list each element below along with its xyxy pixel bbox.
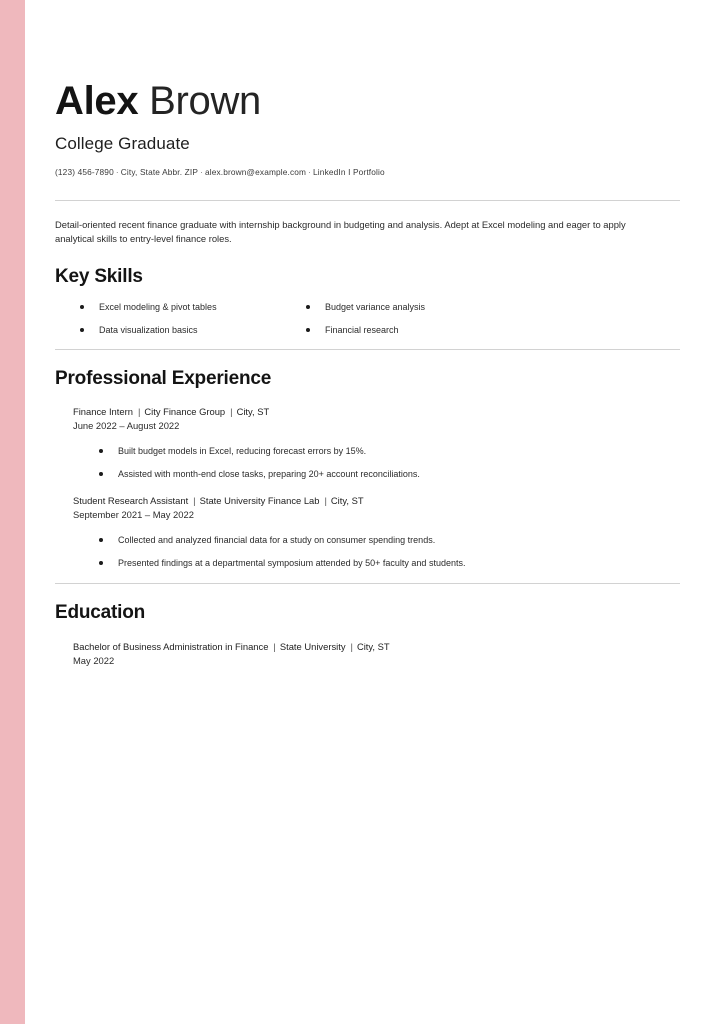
job-role: Finance Intern xyxy=(73,406,133,417)
contact-location: City, State Abbr. ZIP xyxy=(120,167,199,177)
divider-experience xyxy=(55,583,680,584)
contact-separator: · xyxy=(308,167,312,177)
contact-line xyxy=(55,166,680,178)
job-location: City, ST xyxy=(330,495,364,506)
job-bullets xyxy=(55,534,680,569)
section-title-education: Education xyxy=(55,602,146,623)
job-separator: | xyxy=(193,495,196,506)
job-role: Student Research Assistant xyxy=(73,495,189,506)
education-separator: | xyxy=(350,641,353,652)
section-title-experience: Professional Experience xyxy=(55,368,272,389)
job-bullet: Collected and analyzed financial data for a study on consumer spending trends. xyxy=(99,534,680,546)
job-company: State University Finance Lab xyxy=(199,495,320,506)
contact-email[interactable]: alex.brown@example.com xyxy=(204,167,307,177)
job-separator: | xyxy=(137,406,141,417)
accent-stripe xyxy=(0,0,25,1024)
job-separator: | xyxy=(324,495,327,506)
education-degree: Bachelor of Business Administration in Finance xyxy=(73,641,269,652)
experience-entry xyxy=(55,494,680,569)
job-dates: June 2022 – August 2022 xyxy=(73,420,180,431)
skill-item: Data visualization basics xyxy=(80,324,306,336)
job-company: City Finance Group xyxy=(144,406,226,417)
education-location: City, ST xyxy=(356,641,390,652)
job-bullet: Assisted with month-end close tasks, preparing 20+ account reconciliations. xyxy=(99,468,680,480)
education-date: May 2022 xyxy=(73,655,115,666)
resume-content xyxy=(55,0,680,667)
skills-list xyxy=(55,301,680,336)
first-name: Alex xyxy=(55,79,139,123)
job-location: City, ST xyxy=(236,406,270,417)
contact-links[interactable]: LinkedIn I Portfolio xyxy=(313,167,385,177)
job-separator: | xyxy=(230,406,233,417)
divider-skills xyxy=(55,349,680,350)
candidate-name xyxy=(55,78,680,124)
education-heading xyxy=(55,640,680,653)
education-entry xyxy=(55,640,680,667)
experience-entry xyxy=(55,405,680,480)
job-bullet: Presented findings at a departmental symposium attended by 50+ faculty and students. xyxy=(99,557,680,569)
skill-item: Financial research xyxy=(306,324,680,336)
skill-item: Excel modeling & pivot tables xyxy=(80,301,306,313)
job-heading xyxy=(55,405,680,418)
education-separator: | xyxy=(273,641,276,652)
education-school: State University xyxy=(279,641,346,652)
contact-phone: (123) 456-7890 xyxy=(55,167,114,177)
job-bullets xyxy=(55,445,680,480)
divider-header xyxy=(55,200,680,201)
candidate-title: College Graduate xyxy=(55,134,190,153)
summary-text: Detail-oriented recent finance graduate with internship background in budgeting and analysis. Adept at Excel modeling and eager to apply analytical skills to entry-level finance roles. xyxy=(55,219,626,244)
contact-separator: · xyxy=(200,167,203,177)
job-bullet: Built budget models in Excel, reducing forecast errors by 15%. xyxy=(99,445,680,457)
job-dates: September 2021 – May 2022 xyxy=(73,509,194,520)
contact-separator: · xyxy=(115,167,119,177)
job-heading xyxy=(55,494,680,507)
skill-item: Budget variance analysis xyxy=(306,301,680,313)
last-name: Brown xyxy=(138,79,261,123)
section-title-skills: Key Skills xyxy=(55,266,143,287)
